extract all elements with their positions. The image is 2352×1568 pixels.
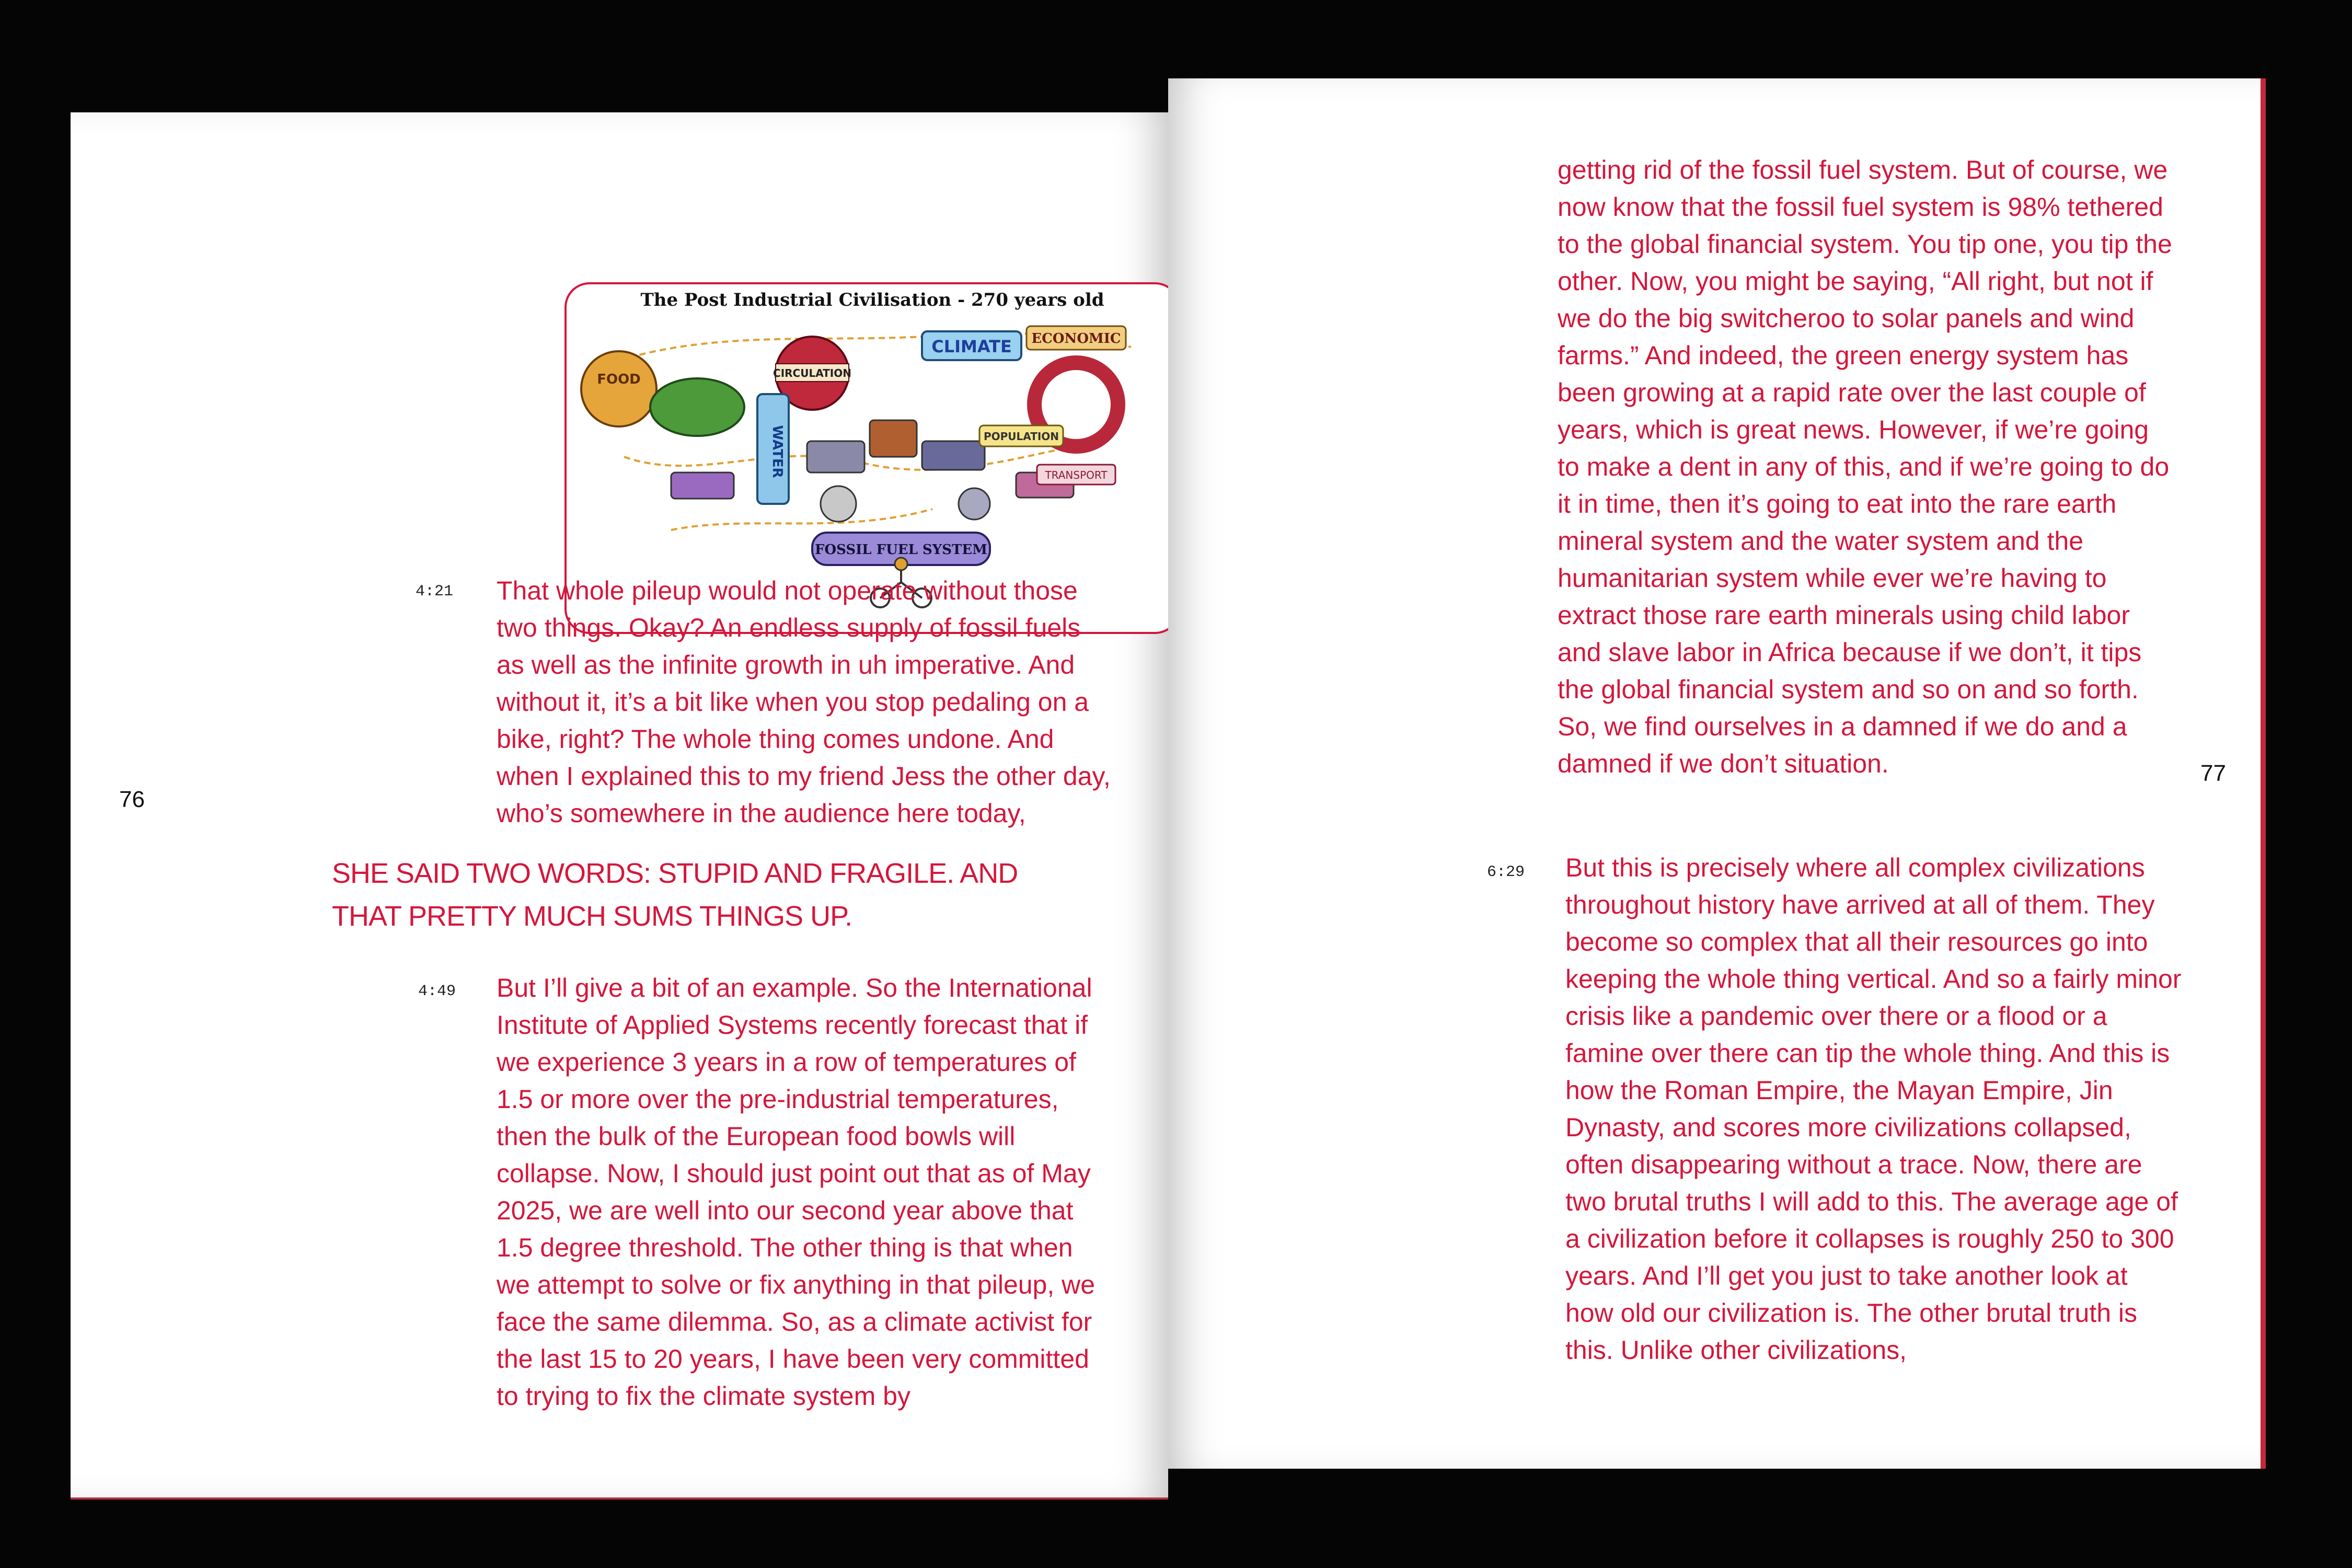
timestamp: 4:49 bbox=[418, 983, 456, 1000]
right-page bbox=[1168, 78, 2266, 1469]
paragraph bbox=[497, 572, 1113, 832]
page-number: 77 bbox=[2200, 760, 2226, 786]
fossil-fuel-label: FOSSIL FUEL SYSTEM bbox=[815, 542, 987, 558]
paragraph-text: getting rid of the fossil fuel system. But of course, we now know that the fossil fuel system is 98% tethered to the global financial system. You tip one, you tip the other. Now, you might be saying, “All right, but not if we do the big switcheroo to solar panels and wind farms.” And indeed, the green energy system has been growing at a rapid rate over the last couple of years, which is great news. However, if we’re going to make a dent in any of this, and if we’re going to do it in time, then it’s going to eat into the rare earth mineral system and the water system and the humanitarian system while ever we’re having to extract those rare earth minerals using child labor and slave labor in Africa because if we don’t, it tips the global financial system and so on and so forth. So, we find ourselves in a damned if we do and a damned if we don’t situation. bbox=[1558, 155, 2172, 778]
paragraph bbox=[1558, 152, 2174, 782]
paragraph-text: That whole pileup would not operate without those two things. Okay? An endless supply of fossil fuels as well as the infinite growth in uh imperative. And without it, it’s a bit like when you stop pedaling on a bike, right? The whole thing comes undone. And when I explained this to my friend Jess the other day, who’s somewhere in the audience here today, bbox=[497, 576, 1111, 828]
left-page bbox=[71, 112, 1168, 1500]
climate-label: CLIMATE bbox=[931, 337, 1012, 356]
transport-label: TRANSPORT bbox=[1045, 469, 1108, 481]
paragraph-text: But I’ll give a bit of an example. So the International Institute of Applied Systems recently forecast that if we experience 3 years in a row of temperatures of 1.5 or more over the pre-industrial temperatures, then the bulk of the European food bowls will collapse. Now, I should just point out that as of May 2025, we are well into our second year above that 1.5 degree threshold. The other thing is that when we attempt to solve or fix anything in that pileup, we face the same dilemma. So, as a climate activist for the last 15 to 20 years, I have been very committed to trying to fix the climate system by bbox=[497, 973, 1096, 1411]
water-label: WATER bbox=[769, 425, 785, 478]
timestamp: 6:29 bbox=[1487, 863, 1525, 881]
figure-title: The Post Industrial Civilisation - 270 years old bbox=[640, 290, 1104, 310]
timestamp: 4:21 bbox=[416, 583, 454, 601]
circulation-label: CIRCULATION bbox=[773, 367, 851, 379]
page-number: 76 bbox=[119, 787, 145, 812]
paragraph-text: But this is precisely where all complex civilizations throughout history have arrived at all of them. They become so complex that all their resources go into keeping the whole thing vertical. And so a fairly minor crisis like a pandemic over there or a flood or a famine over there can tip the whole thing. And this is how the Roman Empire, the Mayan Empire, Jin Dynasty, and scores more civilizations collapsed, often disappearing without a trace. Now, there are two brutal truths I will add to this. The average age of a civilization before it collapses is roughly 250 to 300 years. And I’ll get you just to take another look at how old our civilization is. The other brutal truth is this. Unlike other civilizations, bbox=[1565, 853, 2182, 1365]
economic-label: ECONOMIC bbox=[1031, 331, 1121, 347]
population-label: POPULATION bbox=[983, 430, 1059, 443]
pull-quote: SHE SAID TWO WORDS: STUPID AND FRAGILE. AND THAT PRETTY MUCH SUMS THINGS UP. bbox=[332, 858, 1018, 932]
paragraph bbox=[1565, 849, 2182, 1369]
paragraph bbox=[497, 970, 1113, 1415]
food-label: FOOD bbox=[597, 372, 641, 387]
